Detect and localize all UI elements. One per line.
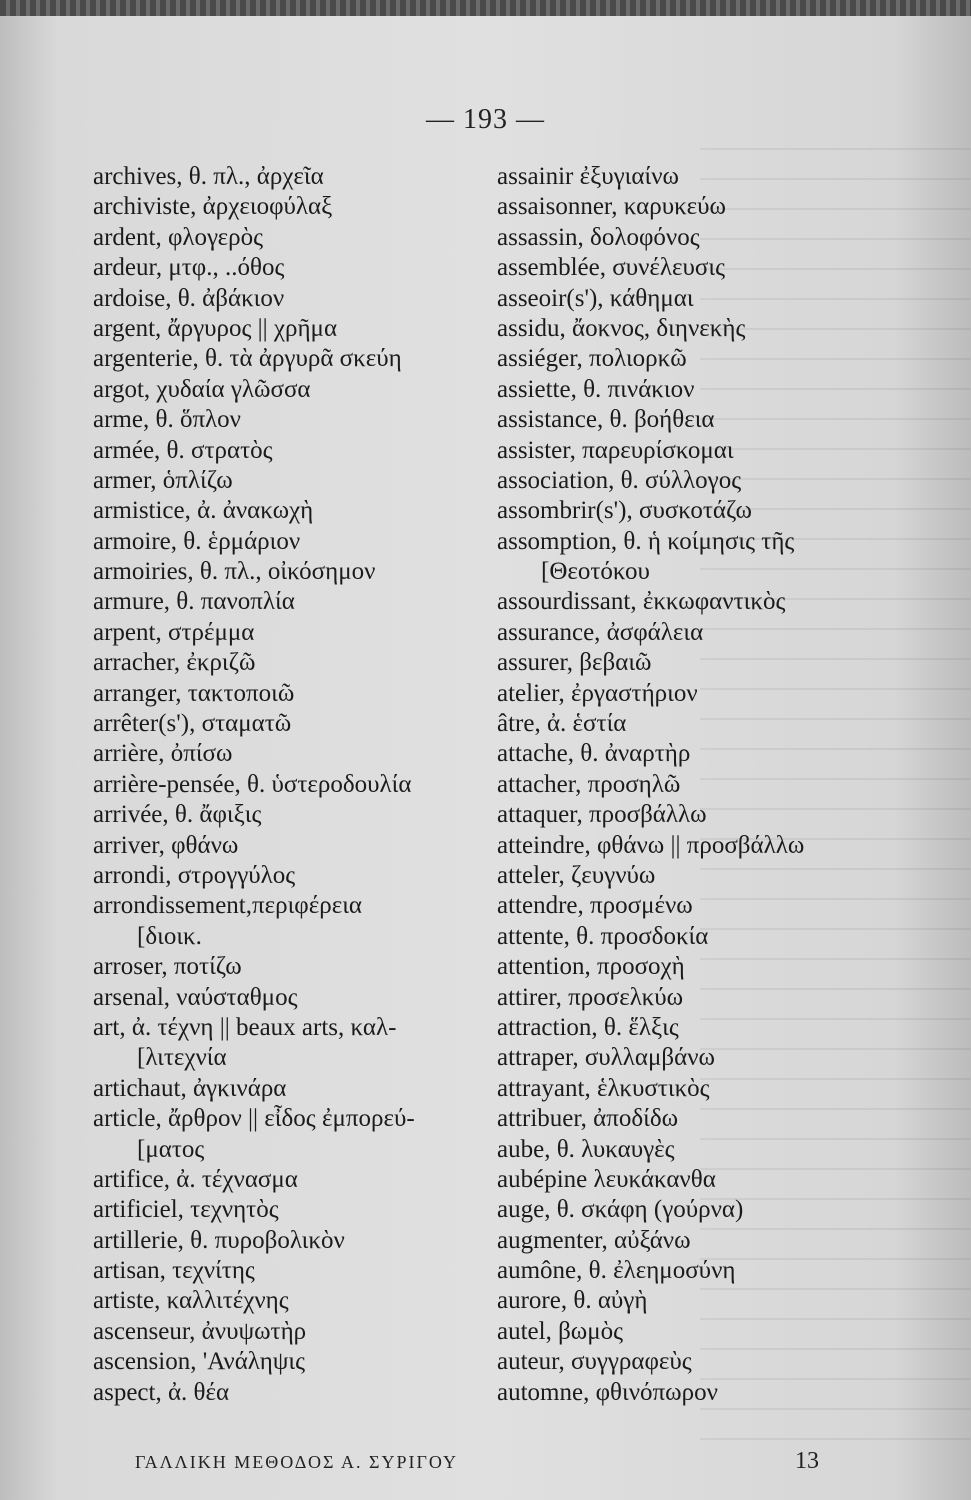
dictionary-entry: armée, θ. στρατὸς: [93, 436, 273, 464]
page-number: — 193 —: [426, 104, 545, 135]
dictionary-entry: assister, παρευρίσκομαι: [497, 436, 734, 464]
dictionary-entry: artichaut, ἀγκινάρα: [93, 1074, 287, 1102]
dictionary-entry: auteur, συγγραφεὺς: [497, 1348, 692, 1376]
dictionary-entry: arpent, στρέμμα: [93, 618, 255, 646]
dictionary-entry: attache, θ. ἀναρτὴρ: [497, 740, 691, 768]
dictionary-entry: ardent, φλογερὸς: [93, 223, 264, 251]
dictionary-entry: ardeur, μτφ., ..όθος: [93, 254, 285, 282]
dictionary-entry: arsenal, ναύσταθμος: [93, 983, 298, 1011]
dictionary-entry: augmenter, αὐξάνω: [497, 1226, 691, 1254]
dictionary-entry: attraper, συλλαμβάνω: [497, 1044, 716, 1072]
dictionary-entry: ardoise, θ. ἀβάκιον: [93, 284, 285, 312]
dictionary-entry: assiéger, πολιορκῶ: [497, 345, 687, 373]
dictionary-entry: autel, βωμὸς: [497, 1317, 624, 1345]
dictionary-entry: armoiries, θ. πλ., οἰκόσημον: [93, 558, 376, 586]
dictionary-entry: armoire, θ. ἑρμάριον: [93, 527, 301, 555]
dictionary-entry: arracher, ἐκριζῶ: [93, 649, 256, 677]
dictionary-entry: assemblée, συνέλευσις: [497, 254, 725, 282]
dictionary-entry-continuation: [διοικ.: [137, 922, 202, 950]
dictionary-entry: asseoir(s'), κάθημαι: [497, 284, 694, 312]
dictionary-entry: attendre, προσμένω: [497, 892, 693, 920]
dictionary-entry: artisan, τεχνίτης: [93, 1257, 255, 1285]
dictionary-entry: assistance, θ. βοήθεια: [497, 406, 715, 434]
dictionary-entry: arranger, τακτοποιῶ: [93, 679, 295, 707]
dictionary-entry: arrondi, στρογγύλος: [93, 861, 296, 889]
dictionary-entry: assomption, θ. ἡ κοίμησις τῆς: [497, 527, 795, 555]
dictionary-entry: attraction, θ. ἕλξις: [497, 1013, 679, 1041]
dictionary-entry: arroser, ποτίζω: [93, 953, 242, 981]
dictionary-entry: archiviste, ἀρχειοφύλαξ: [93, 193, 333, 221]
dictionary-entry: ascension, 'Ανάληψις: [93, 1348, 306, 1376]
page-top-edge: [0, 0, 971, 16]
dictionary-entry: auge, θ. σκάφη (γούρνα): [497, 1196, 744, 1224]
dictionary-entry: artifice, ἀ. τέχνασμα: [93, 1165, 298, 1193]
dictionary-entry: assurer, βεβαιῶ: [497, 649, 652, 677]
dictionary-entry: artificiel, τεχνητὸς: [93, 1196, 279, 1224]
dictionary-entry: atteler, ζευγνύω: [497, 861, 656, 889]
dictionary-entry: aumône, θ. ἐλεημοσύνη: [497, 1257, 736, 1285]
left-column: [93, 162, 493, 1408]
dictionary-entry: assourdissant, ἐκκωφαντικὸς: [497, 588, 786, 616]
dictionary-entry: assurance, ἀσφάλεια: [497, 618, 704, 646]
dictionary-entry: argenterie, θ. τὰ ἀργυρᾶ σκεύη: [93, 345, 402, 373]
dictionary-entry: armer, ὁπλίζω: [93, 466, 233, 494]
dictionary-entry: argent, ἄργυρος || χρῆμα: [93, 314, 338, 342]
footer-signature-number: 13: [795, 1448, 819, 1474]
dictionary-entry: archives, θ. πλ., ἀρχεῖα: [93, 163, 324, 190]
dictionary-entry-continuation: [ματος: [137, 1135, 205, 1163]
dictionary-entry: argot, χυδαία γλῶσσα: [93, 375, 311, 403]
dictionary-entry: aubépine λευκάκανθα: [497, 1165, 716, 1193]
dictionary-entry: automne, φθινόπωρον: [497, 1378, 718, 1406]
dictionary-entry: aurore, θ. αὐγὴ: [497, 1287, 648, 1315]
dictionary-entry: assidu, ἄοκνος, διηνεκὴς: [497, 314, 746, 342]
dictionary-entry: aube, θ. λυκαυγὲς: [497, 1135, 675, 1163]
dictionary-entry: arrière, ὀπίσω: [93, 740, 233, 768]
dictionary-entry: arrière-pensée, θ. ὑστεροδουλία: [93, 770, 412, 798]
dictionary-entry: art, ἀ. τέχνη || beaux arts, καλ-: [93, 1013, 397, 1041]
right-column: [497, 162, 897, 1408]
dictionary-entry: arme, θ. ὅπλον: [93, 406, 241, 434]
dictionary-entry: attacher, προσηλῶ: [497, 770, 681, 798]
dictionary-entry: atteindre, φθάνω || προσβάλλω: [497, 831, 805, 859]
dictionary-entry: ascenseur, ἀνυψωτὴρ: [93, 1317, 307, 1345]
dictionary-entry: atelier, ἐργαστήριον: [497, 679, 698, 707]
footer-title: ΓΑΛΛΙΚΗ ΜΕΘΟΔΟΣ Α. ΣΥΡΙΓΟΥ: [135, 1452, 458, 1472]
dictionary-entry: artiste, καλλιτέχνης: [93, 1287, 289, 1315]
dictionary-entry: attaquer, προσβάλλω: [497, 801, 707, 829]
dictionary-entry-continuation: [Θεοτόκου: [541, 558, 650, 586]
dictionary-entry: arrondissement,περιφέρεια: [93, 892, 363, 920]
dictionary-entry: association, θ. σύλλογος: [497, 466, 742, 494]
dictionary-entry: attente, θ. προσδοκία: [497, 922, 709, 950]
dictionary-entry: attrayant, ἑλκυστικὸς: [497, 1074, 710, 1102]
dictionary-entry-continuation: [λιτεχνία: [137, 1044, 227, 1072]
dictionary-entry: âtre, ἀ. ἑστία: [497, 710, 627, 738]
dictionary-entry: attirer, προσελκύω: [497, 983, 684, 1011]
dictionary-entry: armure, θ. πανοπλία: [93, 588, 295, 616]
dictionary-entry: assombrir(s'), συσκοτάζω: [497, 497, 752, 525]
dictionary-entry: aspect, ἀ. θέα: [93, 1378, 230, 1406]
dictionary-entry: arrêter(s'), σταματῶ: [93, 710, 292, 738]
dictionary-entry: assassin, δολοφόνος: [497, 223, 700, 251]
dictionary-entry: article, ἄρθρον || εἶδος ἐμπορεύ-: [93, 1105, 415, 1133]
dictionary-entry: assiette, θ. πινάκιον: [497, 375, 695, 403]
dictionary-entry: armistice, ἀ. ἀνακωχὴ: [93, 497, 314, 525]
dictionary-entry: arriver, φθάνω: [93, 831, 239, 859]
dictionary-entry: assainir ἐξυγιαίνω: [497, 163, 679, 190]
dictionary-entry: artillerie, θ. πυροβολικὸν: [93, 1226, 345, 1254]
dictionary-entry: arrivée, θ. ἄφιξις: [93, 801, 262, 829]
dictionary-entry: attention, προσοχὴ: [497, 953, 685, 981]
dictionary-entry: assaisonner, καρυκεύω: [497, 193, 727, 221]
dictionary-entry: attribuer, ἀποδίδω: [497, 1105, 679, 1133]
